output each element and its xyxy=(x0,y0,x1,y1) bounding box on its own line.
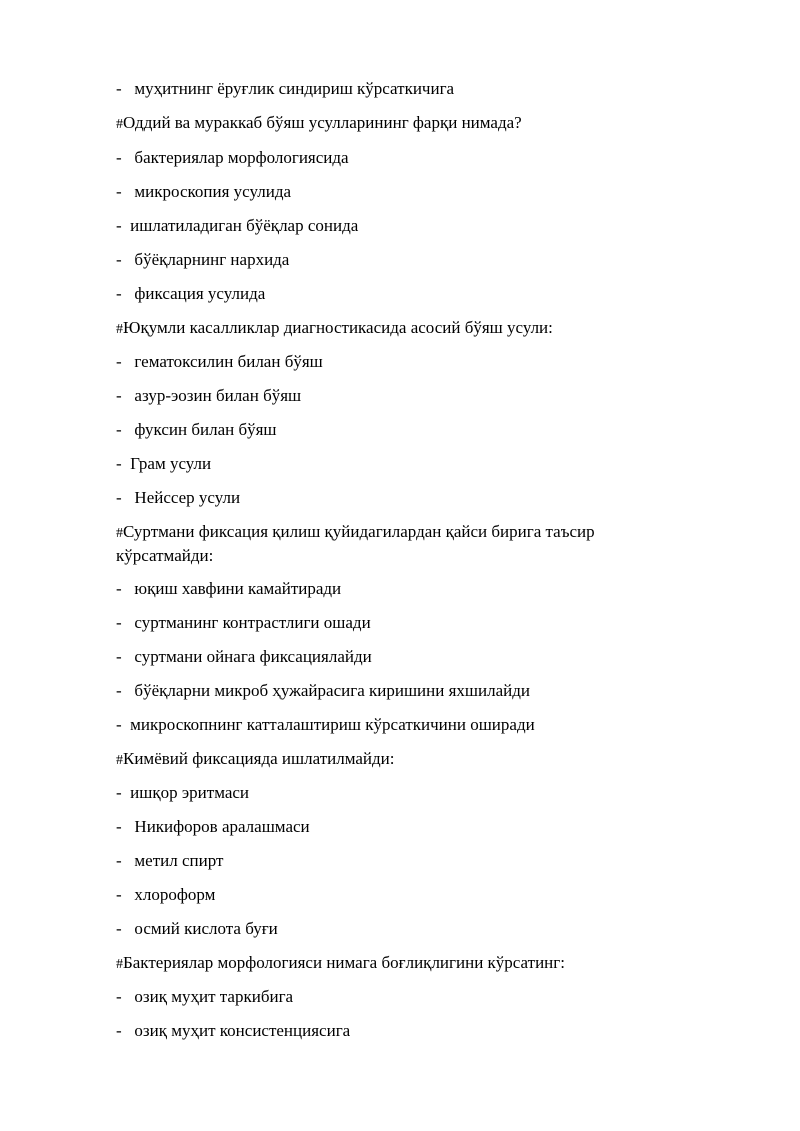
question-line xyxy=(116,317,676,341)
answer-dash: - xyxy=(116,148,122,167)
answer-dash: - xyxy=(116,216,122,235)
answer-option xyxy=(116,419,676,441)
answer-option xyxy=(116,385,676,407)
answer-dash: - xyxy=(116,454,122,473)
answer-option xyxy=(116,78,676,100)
answer-option xyxy=(116,714,676,736)
answer-option xyxy=(116,816,676,838)
answer-text: суртмани ойнага фиксациялайди xyxy=(134,647,372,666)
answer-option xyxy=(116,453,676,475)
answer-text: бактериялар морфологиясида xyxy=(134,148,349,167)
answer-option xyxy=(116,487,676,509)
answer-dash: - xyxy=(116,987,122,1006)
question-line xyxy=(116,521,676,567)
answer-text: хлороформ xyxy=(134,885,216,904)
answer-text: суртманинг контрастлиги ошади xyxy=(134,613,371,632)
question-marker: # xyxy=(116,957,123,972)
answer-text: ишқор эритмаси xyxy=(130,783,250,802)
question-text: Суртмани фиксация қилиш қуйидагилардан қайси бирига таъсир кўрсатмайди: xyxy=(116,522,595,565)
answer-dash: - xyxy=(116,885,122,904)
answer-dash: - xyxy=(116,783,122,802)
answer-dash: - xyxy=(116,681,122,700)
answer-text: бўёқларнинг нархида xyxy=(134,250,290,269)
question-marker: # xyxy=(116,322,123,337)
answer-option xyxy=(116,578,676,600)
answer-text: бўёқларни микроб ҳужайрасига киришини яхшилайди xyxy=(134,681,530,700)
answer-option xyxy=(116,181,676,203)
answer-dash: - xyxy=(116,284,122,303)
answer-option xyxy=(116,351,676,373)
question-text: Кимёвий фиксацияда ишлатилмайди: xyxy=(123,749,395,768)
answer-dash: - xyxy=(116,182,122,201)
answer-text: микроскопия усулида xyxy=(134,182,292,201)
answer-dash: - xyxy=(116,851,122,870)
answer-option xyxy=(116,646,676,668)
answer-text: Грам усули xyxy=(130,454,212,473)
answer-dash: - xyxy=(116,79,122,98)
answer-option xyxy=(116,986,676,1008)
answer-dash: - xyxy=(116,919,122,938)
answer-text: гематоксилин билан бўяш xyxy=(134,352,323,371)
answer-dash: - xyxy=(116,488,122,507)
answer-dash: - xyxy=(116,1021,122,1040)
answer-text: Нейссер усули xyxy=(134,488,241,507)
answer-text: муҳитнинг ёруғлик синдириш кўрсаткичига xyxy=(134,79,455,98)
answer-option xyxy=(116,850,676,872)
answer-option xyxy=(116,1020,676,1042)
question-text: Оддий ва мураккаб бўяш усулларининг фарқи нимада? xyxy=(123,113,522,132)
answer-option xyxy=(116,782,676,804)
question-marker: # xyxy=(116,526,123,541)
answer-dash: - xyxy=(116,579,122,598)
answer-text: юқиш хавфини камайтиради xyxy=(134,579,342,598)
answer-option xyxy=(116,283,676,305)
answer-dash: - xyxy=(116,817,122,836)
answer-text: азур-эозин билан бўяш xyxy=(134,386,302,405)
question-marker: # xyxy=(116,753,123,768)
answer-option xyxy=(116,215,676,237)
answer-text: метил спирт xyxy=(134,851,224,870)
answer-dash: - xyxy=(116,715,122,734)
answer-option xyxy=(116,884,676,906)
answer-option xyxy=(116,147,676,169)
answer-text: Никифоров аралашмаси xyxy=(134,817,310,836)
question-line xyxy=(116,748,676,772)
question-text: Бактериялар морфологияси нимага боғлиқлигини кўрсатинг: xyxy=(123,953,565,972)
question-line xyxy=(116,952,676,976)
question-marker: # xyxy=(116,117,123,132)
answer-option xyxy=(116,249,676,271)
answer-text: осмий кислота буғи xyxy=(134,919,278,938)
question-text: Юқумли касалликлар диагностикасида асосий бўяш усули: xyxy=(123,318,553,337)
answer-option xyxy=(116,918,676,940)
answer-text: озиқ муҳит консистенциясига xyxy=(134,1021,351,1040)
answer-text: озиқ муҳит таркибига xyxy=(134,987,294,1006)
answer-dash: - xyxy=(116,250,122,269)
answer-dash: - xyxy=(116,386,122,405)
question-line xyxy=(116,112,676,136)
answer-dash: - xyxy=(116,420,122,439)
answer-dash: - xyxy=(116,647,122,666)
answer-dash: - xyxy=(116,352,122,371)
answer-text: микроскопнинг катталаштириш кўрсаткичини оширади xyxy=(130,715,535,734)
answer-text: фиксация усулида xyxy=(134,284,266,303)
answer-text: ишлатиладиган бўёқлар сонида xyxy=(130,216,359,235)
answer-text: фуксин билан бўяш xyxy=(134,420,277,439)
answer-dash: - xyxy=(116,613,122,632)
answer-option xyxy=(116,612,676,634)
answer-option xyxy=(116,680,676,702)
